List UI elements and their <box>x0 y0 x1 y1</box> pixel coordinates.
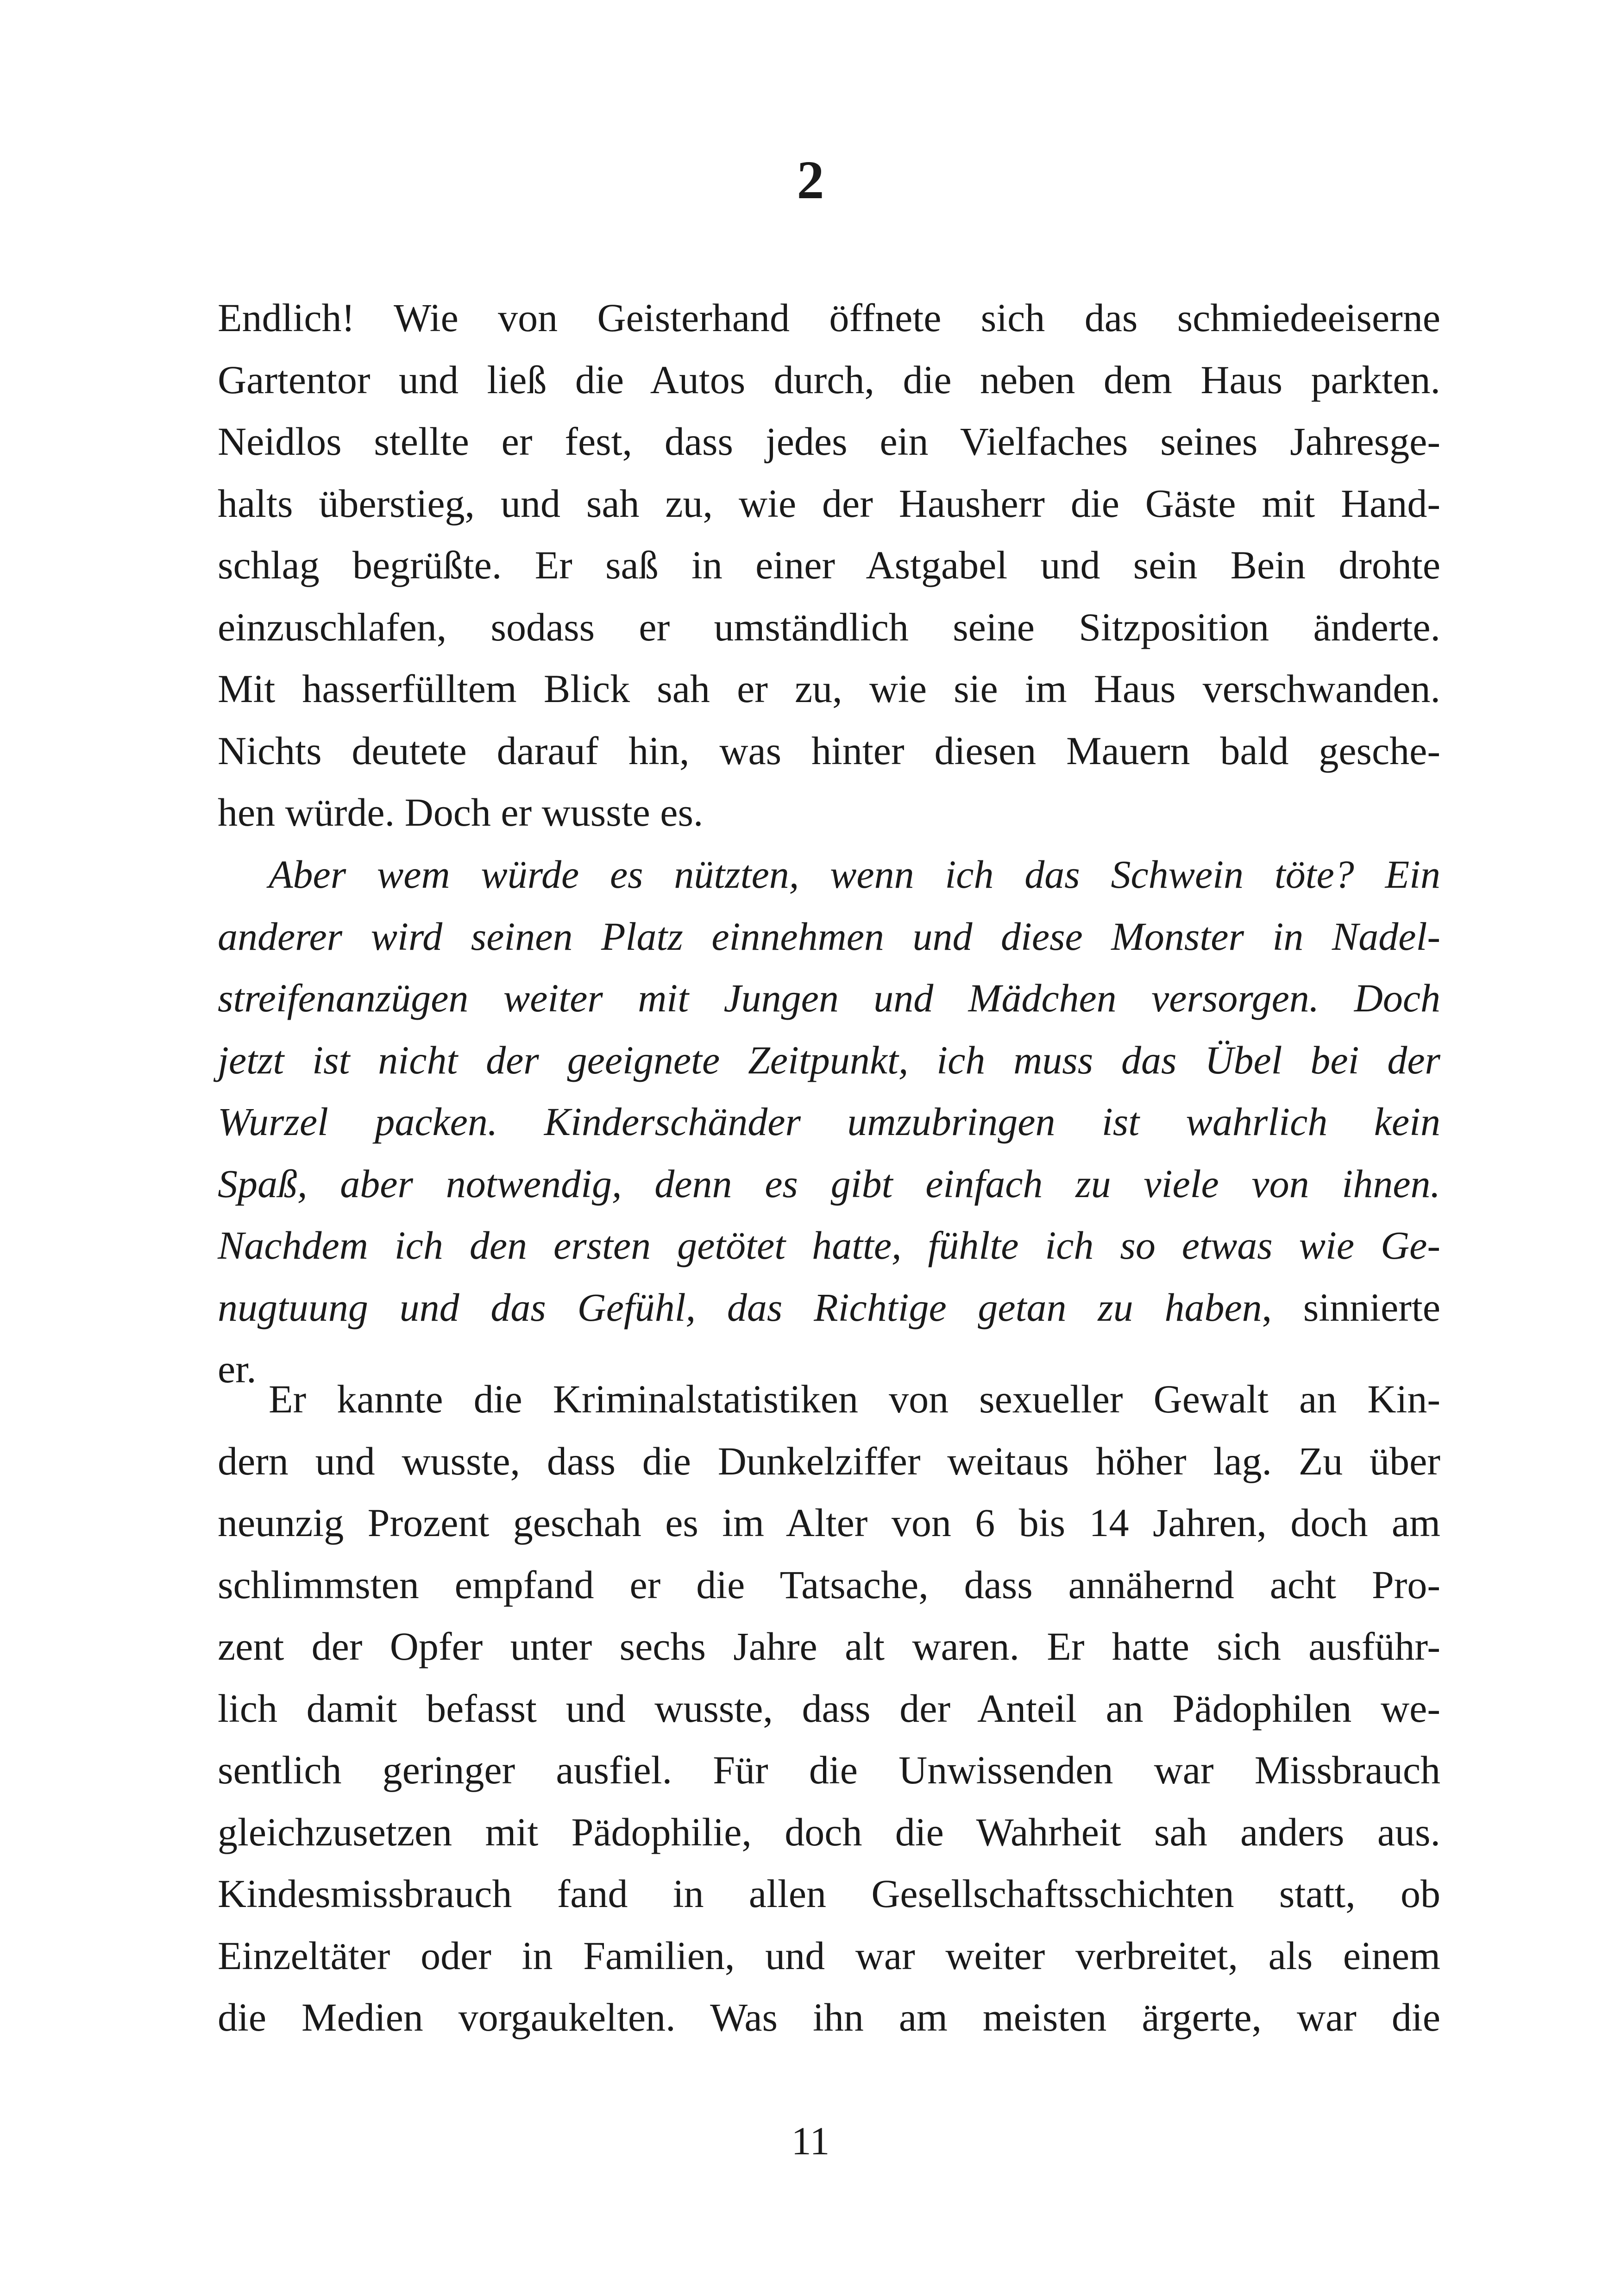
text-line: neunzig Prozent geschah es im Alter von 6 bis 14 Jahren, doch am <box>218 1500 1440 1545</box>
text-line <box>218 1091 1440 1153</box>
roman-text: , sinnierte <box>1262 1285 1440 1330</box>
text-line: Neidlos stellte er fest, dass jedes ein Vielfaches seines Jahresge- <box>218 419 1440 464</box>
italic-text: nugtuung und das Gefühl, das Richtige getan zu haben <box>218 1285 1262 1330</box>
chapter-number: 2 <box>797 150 824 210</box>
italic-text: jetzt ist nicht der geeignete Zeitpunkt, ich muss das Übel bei der <box>218 1037 1440 1082</box>
paragraph-1 <box>218 287 1440 844</box>
text-line: schlag begrüßte. Er saß in einer Astgabel und sein Bein drohte <box>218 543 1440 587</box>
italic-text: streifenanzügen weiter mit Jungen und Mädchen versorgen. Doch <box>218 976 1440 1020</box>
text-line: lich damit befasst und wusste, dass der Anteil an Pädophilen we- <box>218 1686 1440 1731</box>
text-line: die Medien vorgaukelten. Was ihn am meisten ärgerte, war die <box>218 1995 1440 2039</box>
italic-text: Nachdem ich den ersten getötet hatte, fühlte ich so etwas wie Ge- <box>218 1223 1440 1267</box>
italic-text: Wurzel packen. Kinderschänder umzubringen ist wahrlich kein <box>218 1099 1440 1144</box>
text-line: Nichts deutete darauf hin, was hinter diesen Mauern bald gesche- <box>218 728 1440 773</box>
text-line <box>218 844 1440 906</box>
text-line: schlimmsten empfand er die Tatsache, dass annähernd acht Pro- <box>218 1562 1440 1607</box>
text-line: Endlich! Wie von Geisterhand öffnete sich das schmiedeeiserne <box>218 295 1440 340</box>
text-line: gleichzusetzen mit Pädophilie, doch die Wahrheit sah anders aus. <box>218 1809 1440 1854</box>
text-line <box>218 1029 1440 1092</box>
text-line: Kindesmissbrauch fand in allen Gesellschaftsschichten statt, ob <box>218 1871 1440 1916</box>
text-line <box>218 1277 1440 1339</box>
text-line: dern und wusste, dass die Dunkelziffer weitaus höher lag. Zu über <box>218 1438 1440 1483</box>
text-line: Mit hasserfülltem Blick sah er zu, wie sie im Haus verschwanden. <box>218 666 1440 711</box>
text-line <box>218 1153 1440 1215</box>
text-line: sentlich geringer ausfiel. Für die Unwissenden war Missbrauch <box>218 1748 1440 1792</box>
text-line <box>218 967 1440 1029</box>
text-line: einzuschlafen, sodass er umständlich seine Sitzposition änderte. <box>218 604 1440 649</box>
paragraph-2-italic <box>218 844 1440 1400</box>
text-line: hen würde. Doch er wusste es. <box>218 790 704 834</box>
italic-text: Spaß, aber notwendig, denn es gibt einfach zu viele von ihnen. <box>218 1161 1440 1206</box>
paragraph-3 <box>218 1368 1440 2049</box>
italic-text: Aber wem würde es nützten, wenn ich das Schwein töte? Ein <box>269 852 1440 897</box>
text-line: er. <box>218 1347 257 1391</box>
text-line <box>218 906 1440 968</box>
text-line: Gartentor und ließ die Autos durch, die neben dem Haus parkten. <box>218 357 1440 402</box>
page-number: 11 <box>791 2119 830 2163</box>
italic-text: anderer wird seinen Platz einnehmen und diese Monster in Nadel- <box>218 914 1440 959</box>
text-line: Er kannte die Kriminalstatistiken von sexueller Gewalt an Kin- <box>269 1377 1440 1421</box>
text-line: Einzeltäter oder in Familien, und war weiter verbreitet, als einem <box>218 1933 1440 1978</box>
text-line <box>218 1215 1440 1277</box>
text-line: zent der Opfer unter sechs Jahre alt waren. Er hatte sich ausführ- <box>218 1624 1440 1669</box>
text-line: halts überstieg, und sah zu, wie der Hausherr die Gäste mit Hand- <box>218 481 1440 526</box>
